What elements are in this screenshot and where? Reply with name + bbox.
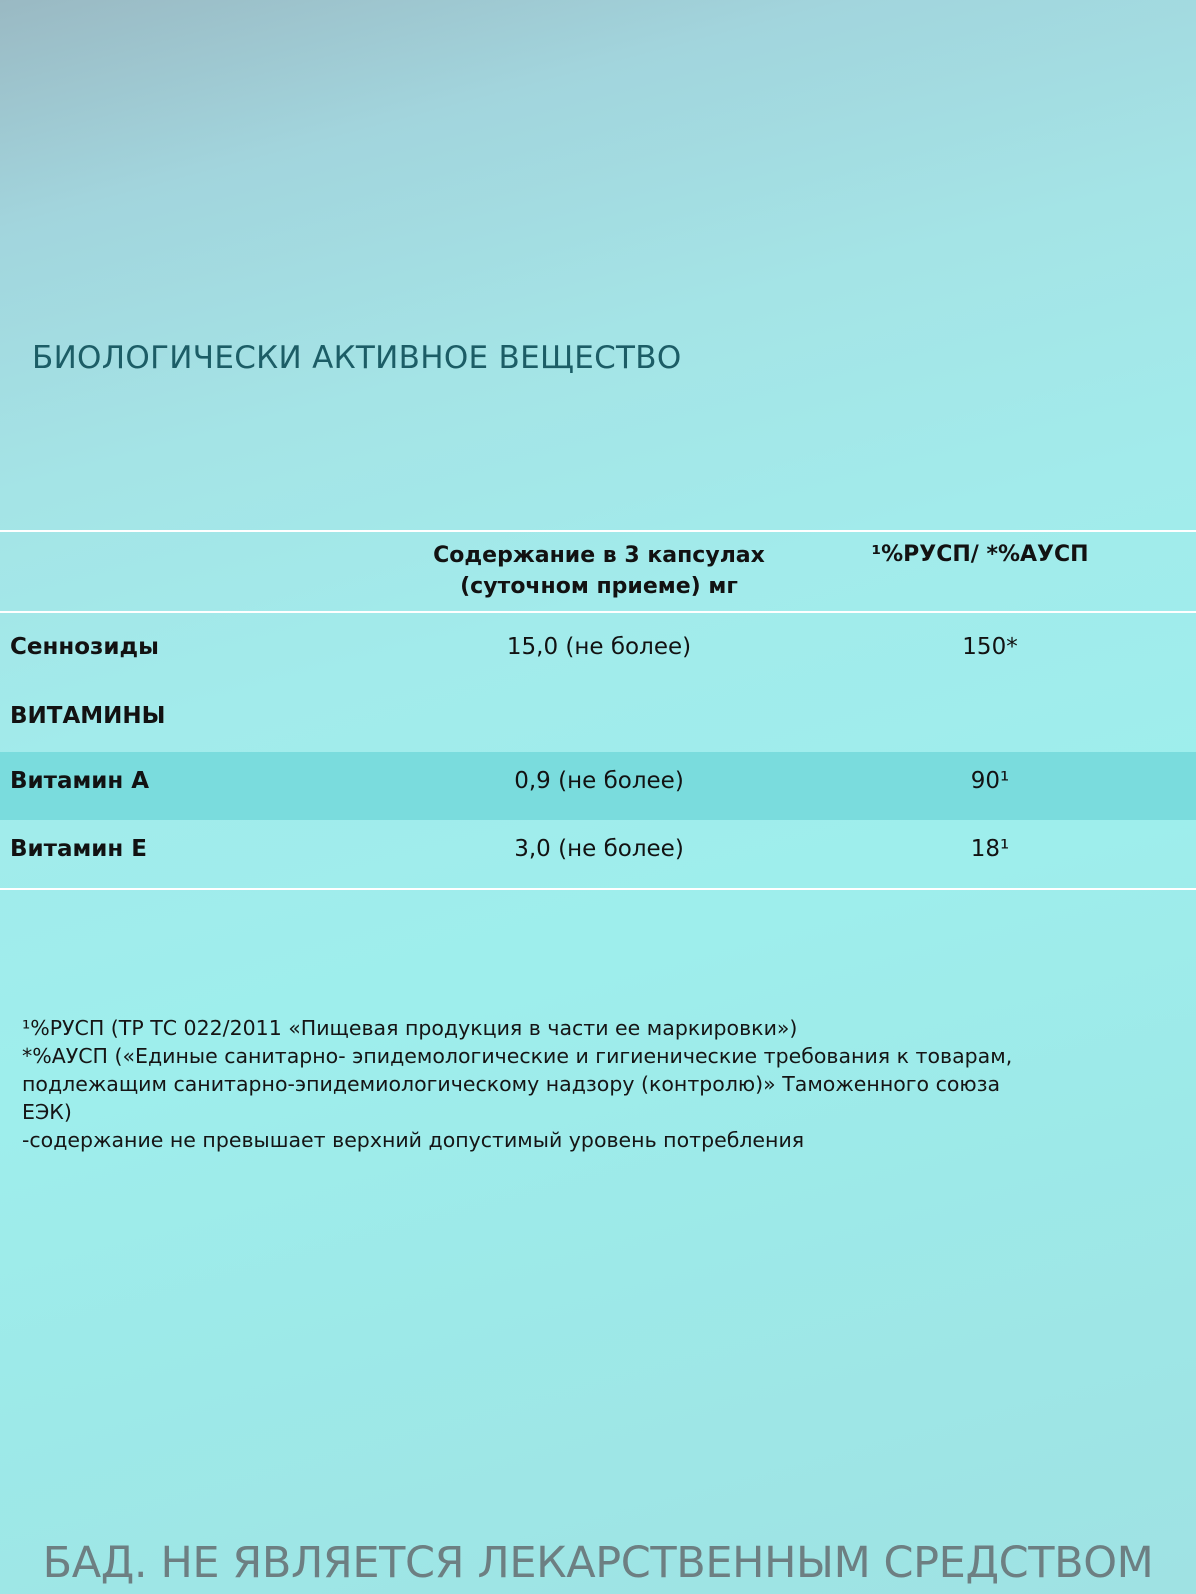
footnotes [22,1014,1172,1154]
row-amount: 0,9 (не более) [514,768,684,794]
table-row-vitamins-group [0,687,1196,755]
row-name: Витамин А [10,768,150,794]
table-row-vitamin-a [0,752,1196,820]
table-bottom-divider [0,888,1196,890]
disclaimer: БАД. НЕ ЯВЛЯЕТСЯ ЛЕКАРСТВЕННЫМ СРЕДСТВОМ [42,1538,1154,1588]
table-row-vitamin-e [0,820,1196,888]
row-name: ВИТАМИНЫ [10,703,166,729]
column-header-content [425,540,773,602]
footnote-ausp-cont: подлежащим санитарно-эпидемиологическому надзору (контролю)» Таможенного союза [22,1072,1001,1096]
table-header-divider [0,611,1196,613]
column-header-content-line1: Содержание в 3 капсулах [433,543,765,568]
row-amount: 15,0 (не более) [506,634,692,660]
table-top-divider [0,530,1196,532]
row-name: Сеннозиды [10,634,159,660]
row-name: Витамин Е [10,836,148,862]
row-pct: 18¹ [970,836,1010,862]
row-amount: 3,0 (не более) [514,836,684,862]
column-header-content-line2: (суточном приеме) мг [460,574,738,599]
footnote-ausp: *%АУСП («Единые санитарно- эпидемологические и гигиенические требования к товарам, [22,1044,1013,1068]
footnote-rusp: ¹%РУСП (ТР ТС 022/2011 «Пищевая продукция в части ее маркировки») [22,1016,798,1040]
footnote-limit: -содержание не превышает верхний допустимый уровень потребления [22,1128,805,1152]
row-pct: 90¹ [970,768,1010,794]
table-row-sennosides [0,618,1196,686]
page-title: БИОЛОГИЧЕСКИ АКТИВНОЕ ВЕЩЕСТВО [32,340,682,376]
column-header-pct: ¹%РУСП/ *%АУСП [871,542,1089,567]
row-pct: 150* [962,634,1018,660]
footnote-ausp-end: ЕЭК) [22,1100,72,1124]
